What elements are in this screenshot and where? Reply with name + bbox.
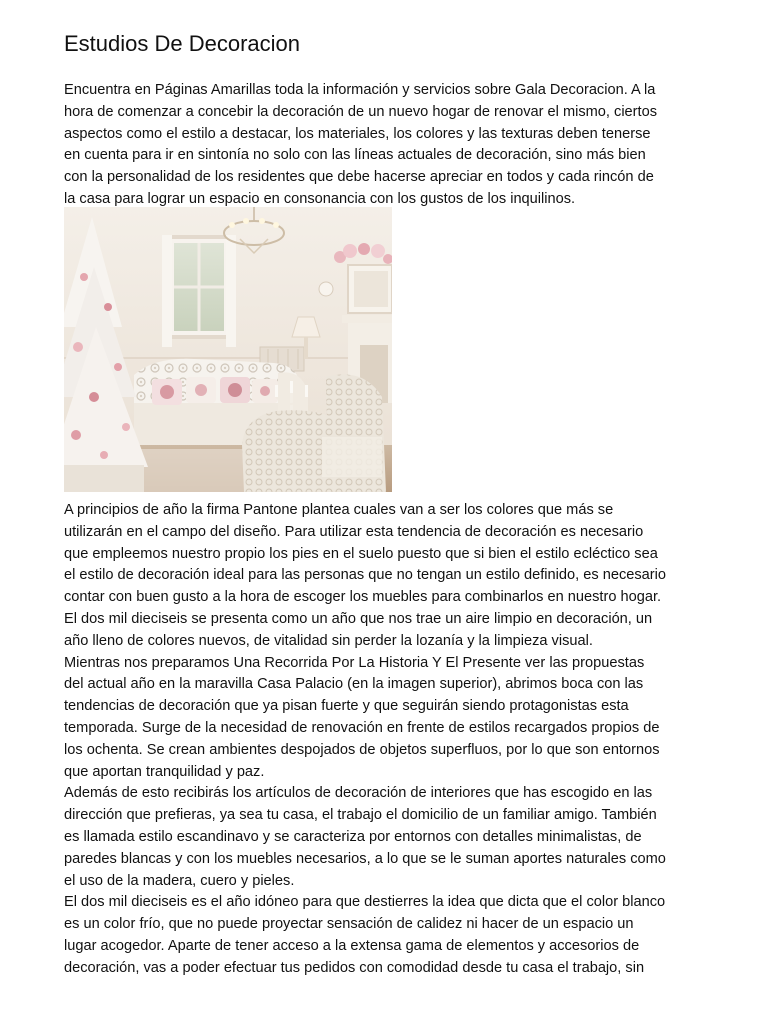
text-line: es llamada estilo escandinavo y se caracteriza por entornos con detalles minimalistas, de — [64, 828, 642, 845]
text-line: Además de esto recibirás los artículos de decoración de interiores que has escogido en las — [64, 785, 653, 802]
text-line: el uso de la madera, cuero y pieles. — [64, 872, 295, 889]
text-line: año lleno de colores nuevos, de vitalidad sin perder la lozanía y la limpieza visual. — [64, 632, 593, 649]
text-line: que aportan tranquilidad y paz. — [64, 763, 265, 780]
text-line: tendencias de decoración que ya pisan fuerte y que seguirán siendo protagonistas esta — [64, 698, 629, 715]
text-line: es un color frío, que no puede proyectar sensación de calidez ni hacer de un espacio un — [64, 916, 634, 933]
text-line: Encuentra en Páginas Amarillas toda la información y servicios sobre Gala Decoracion. A la — [64, 82, 656, 98]
text-line: en cuenta para ir en sintonía no solo con las líneas actuales de decoración, sino más bien — [64, 147, 646, 164]
body-paragraph — [64, 500, 706, 980]
text-line: los ochenta. Se crean ambientes despojados de objetos superfluos, por lo que son entornos — [64, 741, 660, 758]
text-line: aspectos como el estilo a destacar, los materiales, los colores y las texturas deben tenerse — [64, 125, 651, 142]
text-line: el estilo de decoración ideal para las personas que no tengan un estilo definido, es necesario — [64, 567, 666, 584]
text-line: que empleemos nuestro propio los pies en el suelo puesto que si bien el estilo ecléctico sea — [64, 545, 658, 562]
text-line: lugar acogedor. Aparte de tener acceso a la extensa gama de elementos y accesorios de — [64, 937, 640, 954]
text-line: utilizarán en el campo del diseño. Para utilizar esta tendencia de decoración es necesario — [64, 523, 644, 540]
text-line: la casa para lograr un espacio en consonancia con los gustos de los inquilinos. — [64, 190, 576, 207]
text-line: con la personalidad de los residentes que debe hacerse apreciar en todos y cada rincón de — [64, 169, 654, 186]
intro-paragraph — [64, 80, 706, 211]
page-title: Estudios De Decoracion — [64, 31, 301, 56]
text-line: Mientras nos preparamos Una Recorrida Por La Historia Y El Presente ver las propuestas — [64, 654, 645, 671]
text-line: El dos mil dieciseis se presenta como un año que nos trae un aire limpio en decoración, un — [64, 610, 653, 627]
text-line: A principios de año la firma Pantone plantea cuales van a ser los colores que más se — [64, 502, 614, 518]
text-line: dirección que prefieras, ya sea tu casa, el trabajo el domicilio de un familiar amigo. También — [64, 807, 657, 824]
text-line: contar con buen gusto a la hora de escoger los muebles para combinarlos en nuestro hogar. — [64, 589, 662, 606]
text-line: decoración, vas a poder efectuar tus pedidos con comodidad desde tu casa el trabajo, sin — [64, 959, 645, 976]
living-room-photo — [64, 207, 392, 492]
text-line: El dos mil dieciseis es el año idóneo para que destierres la idea que dicta que el color blanco — [64, 894, 666, 911]
text-line: hora de comenzar a concebir la decoración de un nuevo hogar de renovar el mismo, ciertos — [64, 103, 657, 120]
text-line: paredes blancas y con los muebles necesarios, a lo que se le suman aportes naturales como — [64, 850, 666, 867]
text-line: del actual año en la maravilla Casa Palacio (en la imagen superior), abrimos boca con las — [64, 676, 644, 693]
text-line: temporada. Surge de la necesidad de renovación en frente de estilos recargados propios de — [64, 719, 660, 736]
